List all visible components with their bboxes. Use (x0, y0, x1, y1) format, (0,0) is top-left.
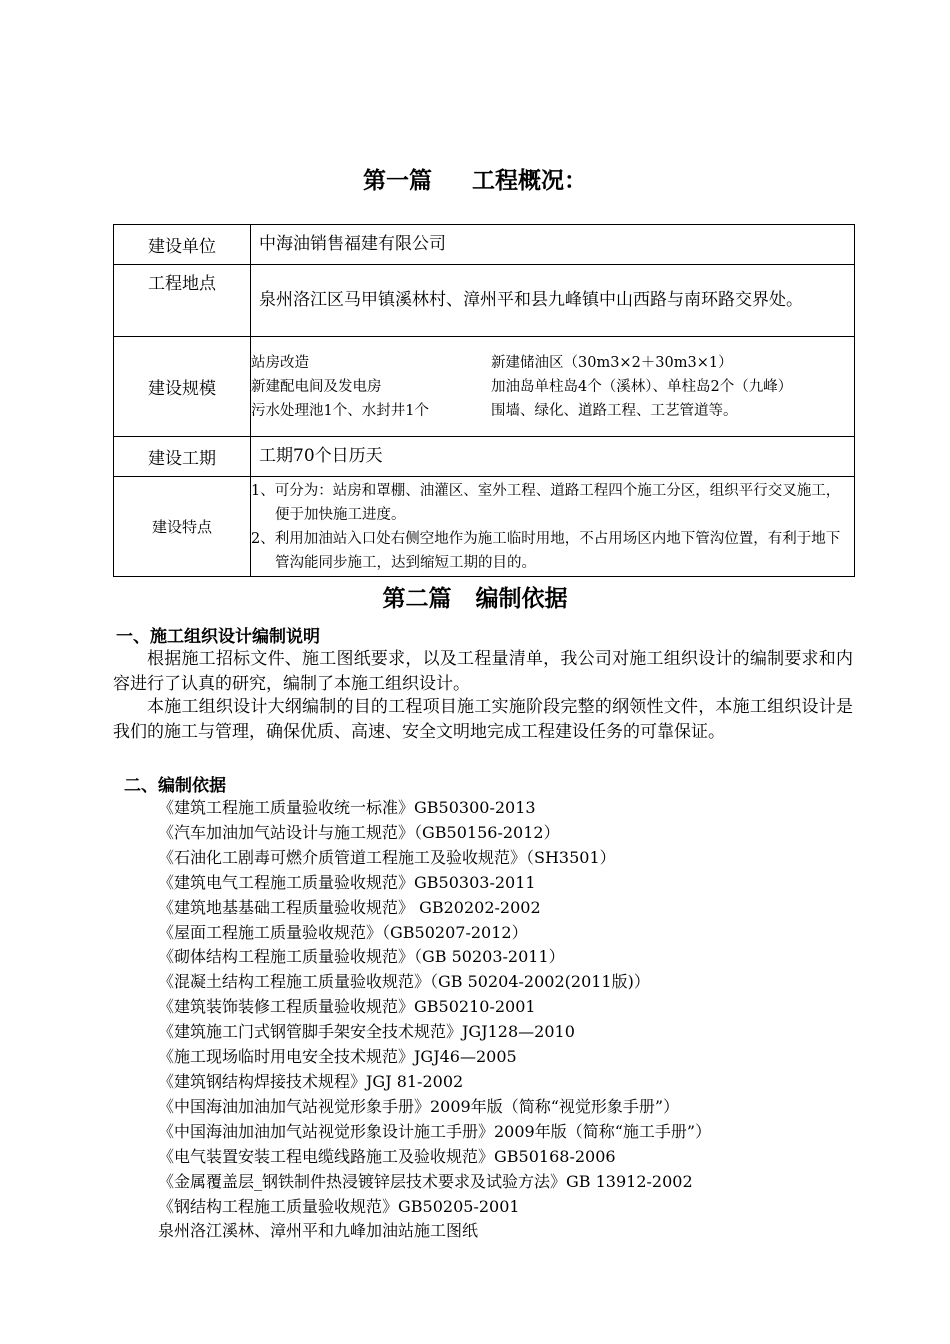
list-item: 《建筑电气工程施工质量验收规范》GB50303-2011 (158, 872, 536, 892)
part1-name: 工程概况： (472, 168, 587, 194)
table-row (114, 337, 855, 437)
list-item: 《钢结构工程施工质量验收规范》GB50205-2001 (158, 1196, 520, 1216)
list-item: 泉州洛江溪林、漳州平和九峰加油站施工图纸 (158, 1221, 479, 1241)
list-item: 《汽车加油加气站设计与施工规范》（GB50156-2012） (158, 822, 560, 842)
feature-item: 1、可分为：站房和罩棚、油灌区、室外工程、道路工程四个施工分区，组织平行交叉施工，便于加快施工进度。 (251, 482, 841, 523)
site-value: 泉州洛江区马甲镇溪林村、漳州平和县九峰镇中山西路与南环路交界处。 (251, 265, 855, 337)
unit-value: 中海油销售福建有限公司 (251, 225, 855, 265)
list-item: 《建筑施工门式钢管脚手架安全技术规范》JGJ128—2010 (158, 1022, 575, 1042)
table-row (114, 265, 855, 337)
scale-item: 加油岛单柱岛4个（溪林）、单柱岛2个（九峰） (491, 378, 793, 395)
period-value: 工期70个日历天 (251, 437, 855, 477)
list-item: 《中国海油加油加气站视觉形象手册》2009年版（简称“视觉形象手册”） (158, 1096, 680, 1116)
section1-paragraph: 本施工组织设计大纲编制的目的工程项目施工实施阶段完整的纲领性文件，本施工组织设计是我们的施工与管理，确保优质、高速、安全文明地完成工程建设任务的可靠保证。 (113, 697, 853, 742)
part1-number: 第一篇 (363, 168, 432, 194)
project-info-table (113, 224, 855, 577)
list-item: 《金属覆盖层_钢铁制件热浸镀锌层技术要求及试验方法》GB 13912-2002 (158, 1171, 693, 1191)
list-item: 《建筑装饰装修工程质量验收规范》GB50210-2001 (158, 997, 536, 1017)
feature-item: 2、利用加油站入口处右侧空地作为施工临时用地，不占用场区内地下管沟位置，有利于地下管沟能同步施工，达到缩短工期的目的。 (251, 530, 841, 571)
table-row (114, 225, 855, 265)
table-row (114, 477, 855, 577)
list-item: 《砌体结构工程施工质量验收规范》（GB 50203-2011） (158, 947, 565, 967)
table-row (114, 437, 855, 477)
scale-item: 污水处理池1个、水封井1个 (251, 402, 429, 419)
scale-item: 新建配电间及发电房 (251, 378, 382, 395)
section1-heading: 一、施工组织设计编制说明 (116, 627, 320, 647)
list-item: 《建筑工程施工质量验收统一标准》GB50300-2013 (158, 798, 536, 817)
list-item: 《屋面工程施工质量验收规范》（GB50207-2012） (158, 922, 528, 942)
reference-list (158, 796, 711, 1244)
scale-row (251, 399, 854, 423)
scale-item: 站房改造 (251, 354, 309, 371)
part2-title (0, 580, 950, 613)
list-item: 《石油化工剧毒可燃介质管道工程施工及验收规范》（SH3501） (158, 847, 616, 867)
part2-number: 第二篇 (382, 586, 452, 612)
period-label: 建设工期 (114, 437, 251, 477)
scale-label: 建设规模 (114, 337, 251, 437)
scale-item: 新建储油区（30m3×2＋30m3×1） (491, 354, 733, 371)
section1-paragraph: 根据施工招标文件、施工图纸要求，以及工程量清单，我公司对施工组织设计的编制要求和内容进行了认真的研究，编制了本施工组织设计。 (113, 649, 853, 694)
list-item: 《建筑钢结构焊接技术规程》JGJ 81-2002 (158, 1071, 464, 1091)
part2-name: 编制依据 (475, 586, 568, 612)
scale-row (251, 375, 854, 399)
list-item: 《电气装置安装工程电缆线路施工及验收规范》GB50168-2006 (158, 1146, 616, 1166)
features-value (251, 477, 855, 577)
unit-label: 建设单位 (114, 225, 251, 265)
list-item: 《混凝土结构工程施工质量验收规范》（GB 50204-2002(2011版)） (158, 972, 650, 992)
scale-row (251, 351, 854, 375)
site-label: 工程地点 (114, 265, 251, 337)
list-item: 《施工现场临时用电安全技术规范》JGJ46—2005 (158, 1047, 517, 1067)
scale-item: 围墙、绿化、道路工程、工艺管道等。 (491, 402, 738, 419)
section2-heading: 二、编制依据 (124, 776, 226, 796)
list-item: 《中国海油加油加气站视觉形象设计施工手册》2009年版（简称“施工手册”） (158, 1121, 712, 1141)
features-label: 建设特点 (114, 477, 251, 577)
list-item: 《建筑地基基础工程质量验收规范》 GB20202-2002 (158, 897, 541, 917)
scale-value (251, 337, 855, 437)
part1-title (0, 162, 950, 195)
